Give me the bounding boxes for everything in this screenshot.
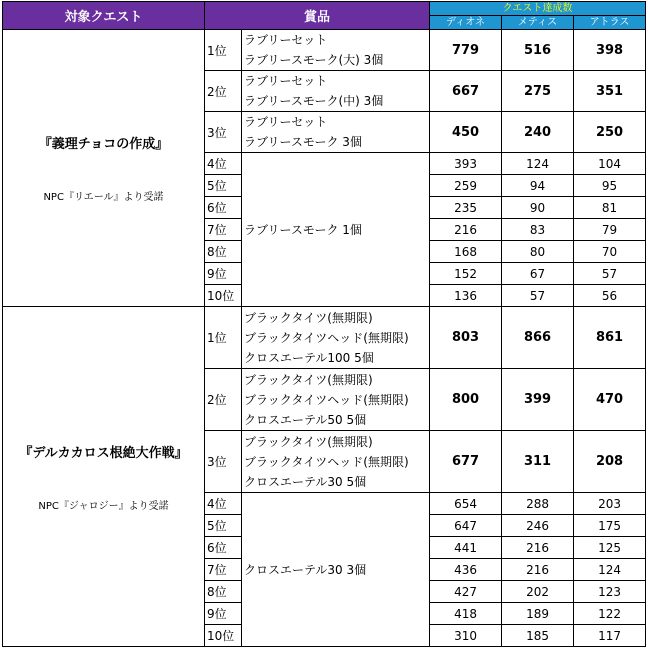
atlas-count: 125 [574, 537, 646, 559]
quest-title: 『義理チョコの作成』 [38, 137, 169, 152]
rank-cell: 1位 [205, 30, 242, 71]
metis-count: 185 [502, 625, 574, 647]
rank-cell: 6位 [205, 537, 242, 559]
server-header-metis: メティス [502, 16, 574, 30]
dione-count: 803 [430, 307, 502, 369]
rank-cell: 10位 [205, 625, 242, 647]
prize-column-header: 賞品 [205, 2, 430, 30]
dione-count: 427 [430, 581, 502, 603]
rank-cell: 5位 [205, 515, 242, 537]
atlas-count: 117 [574, 625, 646, 647]
prize-cell [242, 112, 430, 153]
metis-count: 399 [502, 369, 574, 431]
prize-line: ラブリーセット [244, 33, 328, 47]
server-header-atlas: アトラス [574, 16, 646, 30]
rank-cell: 8位 [205, 241, 242, 263]
quest-ranking-table [2, 1, 646, 647]
atlas-count: 208 [574, 431, 646, 493]
metis-count: 202 [502, 581, 574, 603]
rank-cell: 3位 [205, 431, 242, 493]
dione-count: 168 [430, 241, 502, 263]
dione-count: 654 [430, 493, 502, 515]
table-row [3, 30, 646, 71]
prize-line: ブラックタイツ(無期限) [244, 434, 373, 449]
rank-cell: 1位 [205, 307, 242, 369]
prize-line: ブラックタイツヘッド(無期限) [244, 330, 409, 345]
rank-cell: 7位 [205, 559, 242, 581]
rank-cell: 10位 [205, 285, 242, 307]
metis-count: 246 [502, 515, 574, 537]
atlas-count: 79 [574, 219, 646, 241]
atlas-count: 123 [574, 581, 646, 603]
atlas-count: 70 [574, 241, 646, 263]
quest-giver: NPC『ジャロジー』より受諾 [38, 500, 169, 512]
shared-prize-cell: ラブリースモーク 1個 [242, 153, 430, 307]
atlas-count: 57 [574, 263, 646, 285]
prize-line: ラブリースモーク 3個 [244, 135, 362, 149]
dione-count: 259 [430, 175, 502, 197]
atlas-count: 175 [574, 515, 646, 537]
shared-prize-cell: クロスエーテル30 3個 [242, 493, 430, 647]
metis-count: 90 [502, 197, 574, 219]
dione-count: 136 [430, 285, 502, 307]
atlas-count: 104 [574, 153, 646, 175]
metis-count: 866 [502, 307, 574, 369]
dione-count: 677 [430, 431, 502, 493]
rank-cell: 8位 [205, 581, 242, 603]
metis-count: 288 [502, 493, 574, 515]
rank-cell: 4位 [205, 153, 242, 175]
quest-cell [3, 307, 205, 647]
prize-cell [242, 369, 430, 431]
dione-count: 667 [430, 71, 502, 112]
quest-title: 『デルカカロス根絶大作戦』 [19, 445, 188, 461]
dione-count: 436 [430, 559, 502, 581]
server-header-dione: ディオネ [430, 16, 502, 30]
prize-line: ラブリースモーク(大) 3個 [244, 53, 384, 67]
rank-cell: 2位 [205, 71, 242, 112]
atlas-count: 124 [574, 559, 646, 581]
dione-count: 779 [430, 30, 502, 71]
metis-count: 275 [502, 71, 574, 112]
metis-count: 67 [502, 263, 574, 285]
metis-count: 83 [502, 219, 574, 241]
prize-line: ブラックタイツヘッド(無期限) [244, 454, 409, 469]
metis-count: 57 [502, 285, 574, 307]
quest-cell [3, 30, 205, 307]
atlas-count: 250 [574, 112, 646, 153]
prize-line: ラブリーセット [244, 115, 328, 129]
metis-count: 216 [502, 559, 574, 581]
atlas-count: 398 [574, 30, 646, 71]
atlas-count: 56 [574, 285, 646, 307]
rank-cell: 9位 [205, 263, 242, 285]
prize-cell [242, 71, 430, 112]
rank-cell: 5位 [205, 175, 242, 197]
metis-count: 80 [502, 241, 574, 263]
quest-column-header: 対象クエスト [3, 2, 205, 30]
dione-count: 800 [430, 369, 502, 431]
atlas-count: 81 [574, 197, 646, 219]
dione-count: 235 [430, 197, 502, 219]
metis-count: 240 [502, 112, 574, 153]
prize-line: クロスエーテル100 5個 [244, 350, 374, 365]
rank-cell: 4位 [205, 493, 242, 515]
prize-line: クロスエーテル50 5個 [244, 412, 367, 427]
atlas-count: 351 [574, 71, 646, 112]
atlas-count: 861 [574, 307, 646, 369]
rank-cell: 9位 [205, 603, 242, 625]
completion-count-header: クエスト達成数 [430, 2, 646, 16]
dione-count: 441 [430, 537, 502, 559]
prize-line: ブラックタイツ(無期限) [244, 310, 373, 325]
dione-count: 418 [430, 603, 502, 625]
metis-count: 189 [502, 603, 574, 625]
rank-cell: 7位 [205, 219, 242, 241]
metis-count: 94 [502, 175, 574, 197]
metis-count: 311 [502, 431, 574, 493]
atlas-count: 95 [574, 175, 646, 197]
metis-count: 124 [502, 153, 574, 175]
metis-count: 216 [502, 537, 574, 559]
prize-line: ブラックタイツ(無期限) [244, 372, 373, 387]
atlas-count: 203 [574, 493, 646, 515]
dione-count: 647 [430, 515, 502, 537]
prize-line: ラブリーセット [244, 74, 328, 88]
dione-count: 216 [430, 219, 502, 241]
prize-line: クロスエーテル30 5個 [244, 474, 367, 489]
atlas-count: 470 [574, 369, 646, 431]
dione-count: 152 [430, 263, 502, 285]
quest-giver: NPC『リエール』より受諾 [43, 192, 164, 203]
dione-count: 310 [430, 625, 502, 647]
dione-count: 393 [430, 153, 502, 175]
metis-count: 516 [502, 30, 574, 71]
prize-cell [242, 431, 430, 493]
dione-count: 450 [430, 112, 502, 153]
rank-cell: 3位 [205, 112, 242, 153]
prize-line: ラブリースモーク(中) 3個 [244, 94, 384, 108]
prize-cell [242, 30, 430, 71]
rank-cell: 6位 [205, 197, 242, 219]
table-row [3, 307, 646, 369]
rank-cell: 2位 [205, 369, 242, 431]
prize-line: ブラックタイツヘッド(無期限) [244, 392, 409, 407]
atlas-count: 122 [574, 603, 646, 625]
prize-cell [242, 307, 430, 369]
